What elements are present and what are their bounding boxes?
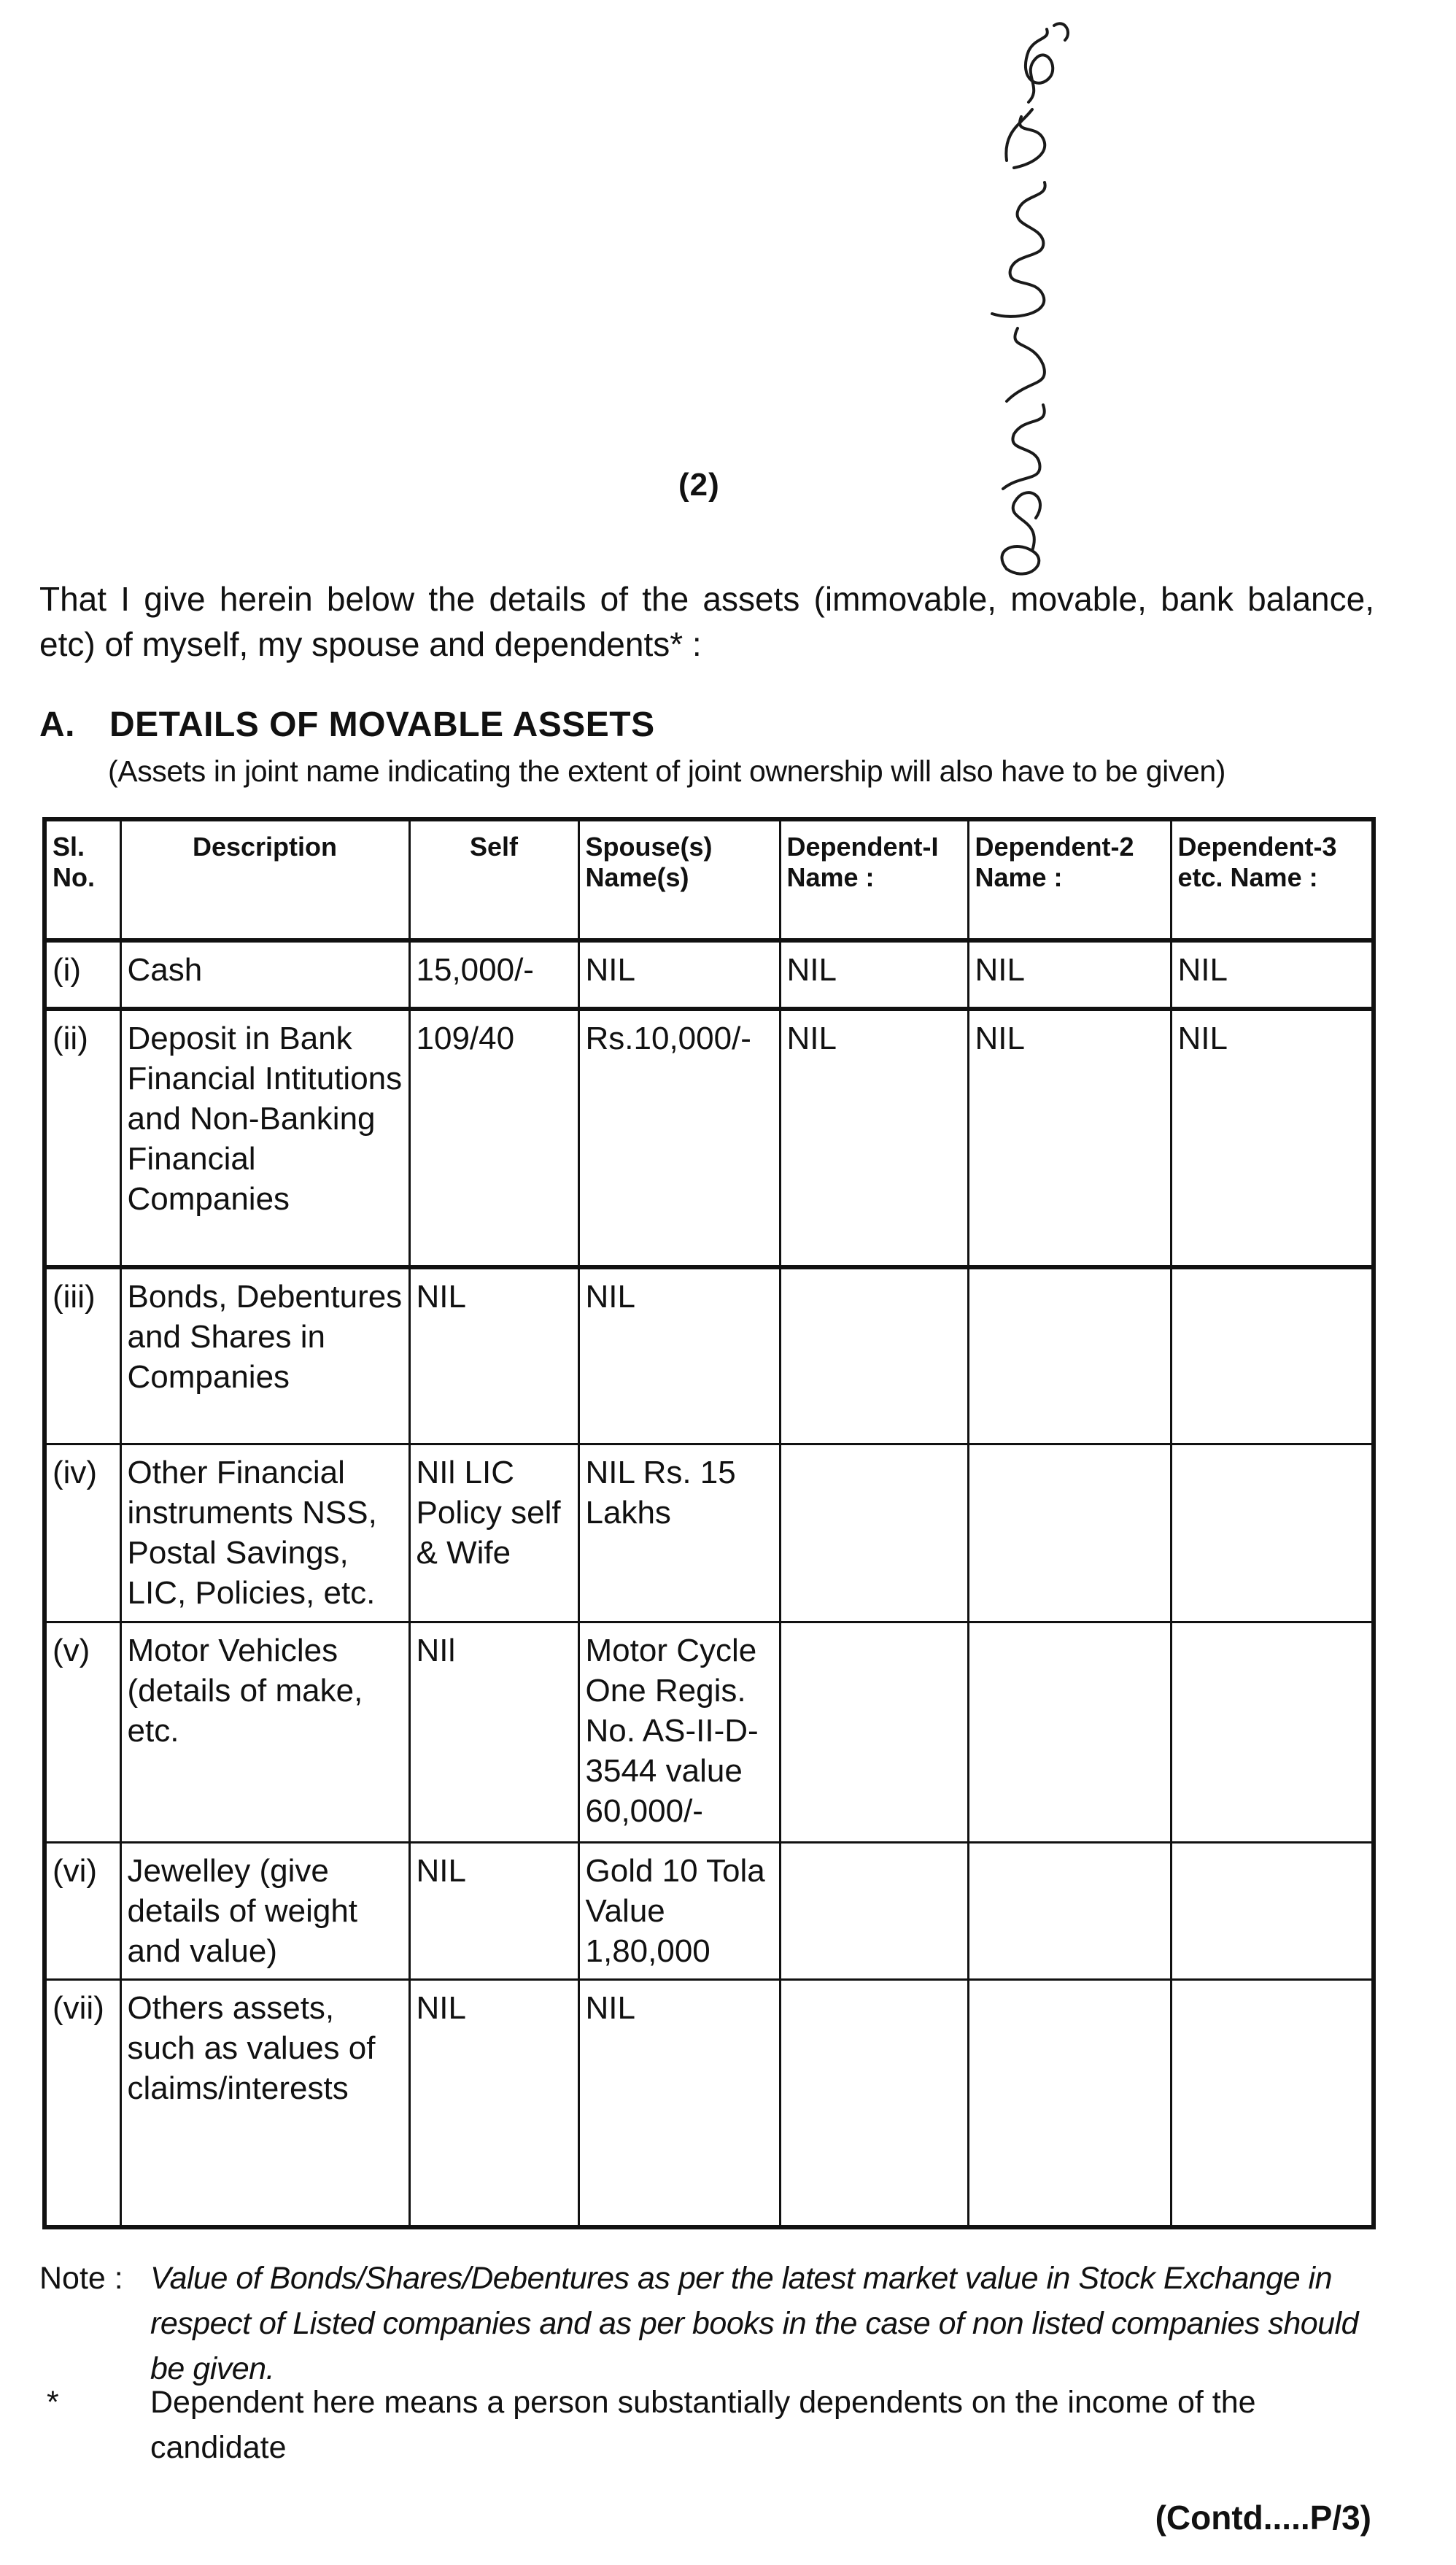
cell-description: Motor Vehicles (details of make, etc. <box>120 1622 409 1842</box>
cell-dependent-2 <box>968 1622 1171 1842</box>
page-number: (2) <box>678 467 720 503</box>
table-row <box>44 1979 1374 2227</box>
cell-description: Others assets, such as values of claims/interests <box>120 1979 409 2227</box>
cell-dependent-2: NIL <box>968 940 1171 1009</box>
header-dependent-2: Dependent-2 Name : <box>968 819 1171 940</box>
intro-paragraph: That I give herein below the details of the assets (immovable, movable, bank balance, etc) of myself, my spouse and dependents* : <box>39 580 1374 663</box>
cell-description: Other Financial instruments NSS, Postal Savings, LIC, Policies, etc. <box>120 1444 409 1622</box>
cell-dependent-3: NIL <box>1171 940 1374 1009</box>
note-label: Note : <box>39 2261 123 2296</box>
cell-spouse: NIL <box>578 940 780 1009</box>
cell-dependent-3 <box>1171 1979 1374 2227</box>
handwritten-signature <box>963 7 1094 584</box>
cell-spouse: Gold 10 Tola Value 1,80,000 <box>578 1842 780 1979</box>
cell-dependent-3 <box>1171 1444 1374 1622</box>
cell-dependent-1 <box>780 1979 968 2227</box>
cell-dependent-1 <box>780 1444 968 1622</box>
cell-dependent-2 <box>968 1267 1171 1444</box>
cell-description: Bonds, Debentures and Shares in Companies <box>120 1267 409 1444</box>
cell-self: 15,000/- <box>409 940 578 1009</box>
table-row <box>44 1842 1374 1979</box>
cell-self: 109/40 <box>409 1009 578 1267</box>
header-description: Description <box>120 819 409 940</box>
cell-dependent-3 <box>1171 1842 1374 1979</box>
movable-assets-table <box>42 817 1376 2229</box>
table-row <box>44 1622 1374 1842</box>
cell-dependent-2 <box>968 1842 1171 1979</box>
table-row <box>44 1267 1374 1444</box>
cell-spouse: NIL <box>578 1267 780 1444</box>
note <box>39 2256 1374 2391</box>
cell-sl: (i) <box>44 940 120 1009</box>
cell-description: Jewelley (give details of weight and value) <box>120 1842 409 1979</box>
cell-sl: (iii) <box>44 1267 120 1444</box>
header-spouse: Spouse(s) Name(s) <box>578 819 780 940</box>
cell-dependent-3: NIL <box>1171 1009 1374 1267</box>
cell-dependent-1 <box>780 1622 968 1842</box>
cell-sl: (iv) <box>44 1444 120 1622</box>
cell-sl: (vii) <box>44 1979 120 2227</box>
cell-dependent-3 <box>1171 1267 1374 1444</box>
cell-sl: (v) <box>44 1622 120 1842</box>
header-self: Self <box>409 819 578 940</box>
cell-self: NIL <box>409 1267 578 1444</box>
section-title: DETAILS OF MOVABLE ASSETS <box>109 705 655 744</box>
cell-dependent-1: NIL <box>780 1009 968 1267</box>
cell-self: NIL <box>409 1842 578 1979</box>
cell-dependent-2 <box>968 1444 1171 1622</box>
note-text: Value of Bonds/Shares/Debentures as per the latest market value in Stock Exchange in respect of Listed companies and as per books in the case of non listed companies should be given. <box>150 2261 1359 2386</box>
cell-description: Deposit in Bank Financial Intitutions and Non-Banking Financial Companies <box>120 1009 409 1267</box>
cell-sl: (ii) <box>44 1009 120 1267</box>
section-heading <box>39 705 655 745</box>
section-letter: A. <box>39 705 75 744</box>
cell-spouse: Motor Cycle One Regis. No. AS-II-D-3544 value 60,000/- <box>578 1622 780 1842</box>
cell-self: NIl LIC Policy self & Wife <box>409 1444 578 1622</box>
continued-marker: (Contd.....P/3) <box>1155 2499 1371 2537</box>
table-header-row <box>44 819 1374 940</box>
section-subtitle: (Assets in joint name indicating the extent of joint ownership will also have to be given) <box>108 754 1225 788</box>
cell-dependent-1 <box>780 1842 968 1979</box>
cell-sl: (vi) <box>44 1842 120 1979</box>
cell-description: Cash <box>120 940 409 1009</box>
table-row <box>44 1009 1374 1267</box>
header-dependent-3: Dependent-3 etc. Name : <box>1171 819 1374 940</box>
header-dependent-1: Dependent-I Name : <box>780 819 968 940</box>
cell-spouse: NIL Rs. 15 Lakhs <box>578 1444 780 1622</box>
cell-dependent-1: NIL <box>780 940 968 1009</box>
cell-dependent-2: NIL <box>968 1009 1171 1267</box>
table-row <box>44 940 1374 1009</box>
cell-dependent-2 <box>968 1979 1171 2227</box>
cell-dependent-3 <box>1171 1622 1374 1842</box>
cell-dependent-1 <box>780 1267 968 1444</box>
cell-spouse: NIL <box>578 1979 780 2227</box>
cell-self: NIl <box>409 1622 578 1842</box>
footnote-marker: * <box>47 2385 59 2420</box>
table-row <box>44 1444 1374 1622</box>
footnote <box>39 2380 1374 2470</box>
cell-spouse: Rs.10,000/- <box>578 1009 780 1267</box>
header-sl-no: Sl. No. <box>44 819 120 940</box>
cell-self: NIL <box>409 1979 578 2227</box>
footnote-text: Dependent here means a person substantially dependents on the income of the candidate <box>150 2385 1256 2465</box>
